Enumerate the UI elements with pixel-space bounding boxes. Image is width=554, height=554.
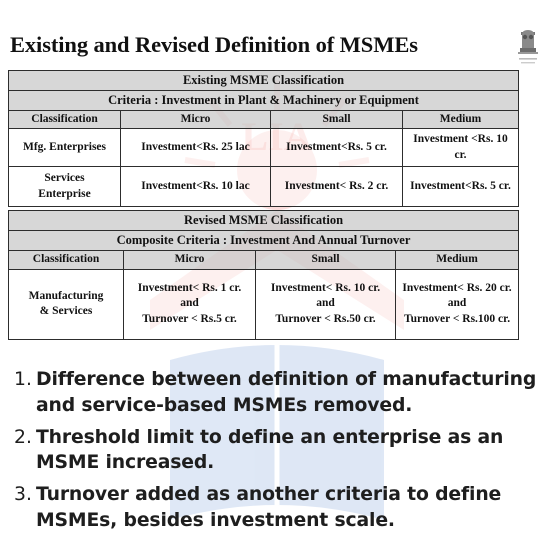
column-header-medium: Medium (396, 251, 519, 270)
investment-limit: Investment< Rs. 10 cr. (270, 281, 381, 294)
investment-limit: Investment< Rs. 20 cr. (402, 281, 512, 294)
and-text: and (180, 297, 199, 310)
turnover-limit: Turnover < Rs.5 cr. (142, 312, 237, 325)
column-header-medium: Medium (403, 110, 519, 129)
turnover-limit: Turnover < Rs.50 cr. (275, 312, 376, 325)
revised-classification-table (8, 210, 519, 339)
classification-tables (8, 70, 518, 340)
list-text: Difference between definition of manufacturing and service-based MSMEs removed. (36, 369, 537, 416)
column-header-classification: Classification (9, 251, 124, 270)
key-changes-list (14, 367, 544, 540)
list-number: 3. (14, 484, 32, 505)
and-text: and (447, 297, 467, 310)
list-text: Turnover added as another criteria to define MSMEs, besides investment scale. (36, 484, 502, 531)
existing-classification-table (8, 70, 519, 207)
column-header-small: Small (271, 110, 403, 129)
cell-mfg-small: Investment<Rs. 5 cr. (271, 129, 403, 167)
row-label-line: Enterprise (38, 187, 91, 200)
list-text: Threshold limit to define an enterprise as an MSME increased. (36, 426, 504, 473)
cell-revised-medium (396, 269, 519, 339)
row-label-services-enterprise (9, 167, 121, 207)
existing-table-criteria: Criteria : Investment in Plant & Machinery or Equipment (9, 90, 519, 110)
list-item (14, 482, 544, 533)
table-row (9, 167, 519, 207)
table-row (9, 269, 519, 339)
column-header-micro: Micro (121, 110, 271, 129)
column-header-small: Small (256, 251, 396, 270)
cell-revised-small (256, 269, 396, 339)
column-header-classification: Classification (9, 110, 121, 129)
list-item (14, 425, 544, 476)
list-item (14, 367, 544, 418)
investment-limit: Investment< Rs. 1 cr. (137, 281, 242, 294)
cell-mfg-micro: Investment<Rs. 25 lac (121, 129, 271, 167)
row-label-mfg-enterprises: Mfg. Enterprises (9, 129, 121, 167)
row-label-line: Services (44, 172, 85, 185)
page-title: Existing and Revised Definition of MSMEs (10, 32, 418, 57)
list-number: 1. (14, 369, 32, 390)
row-label-line: Manufacturing (28, 289, 104, 302)
cell-services-small: Investment< Rs. 2 cr. (271, 167, 403, 207)
cell-revised-micro (124, 269, 256, 339)
turnover-limit: Turnover < Rs.100 cr. (403, 312, 511, 325)
row-label-line: & Services (39, 305, 93, 318)
national-emblem-logo (512, 28, 544, 68)
cell-services-medium: Investment<Rs. 5 cr. (403, 167, 519, 207)
row-label-manufacturing-services (9, 269, 124, 339)
cell-services-micro: Investment<Rs. 10 lac (121, 167, 271, 207)
and-text: and (316, 297, 335, 310)
existing-table-heading: Existing MSME Classification (9, 71, 519, 91)
revised-table-criteria: Composite Criteria : Investment And Annual Turnover (9, 231, 519, 251)
cell-mfg-medium: Investment <Rs. 10 cr. (403, 129, 519, 167)
revised-table-heading: Revised MSME Classification (9, 211, 519, 231)
list-number: 2. (14, 426, 32, 448)
table-row (9, 129, 519, 167)
column-header-micro: Micro (124, 251, 256, 270)
